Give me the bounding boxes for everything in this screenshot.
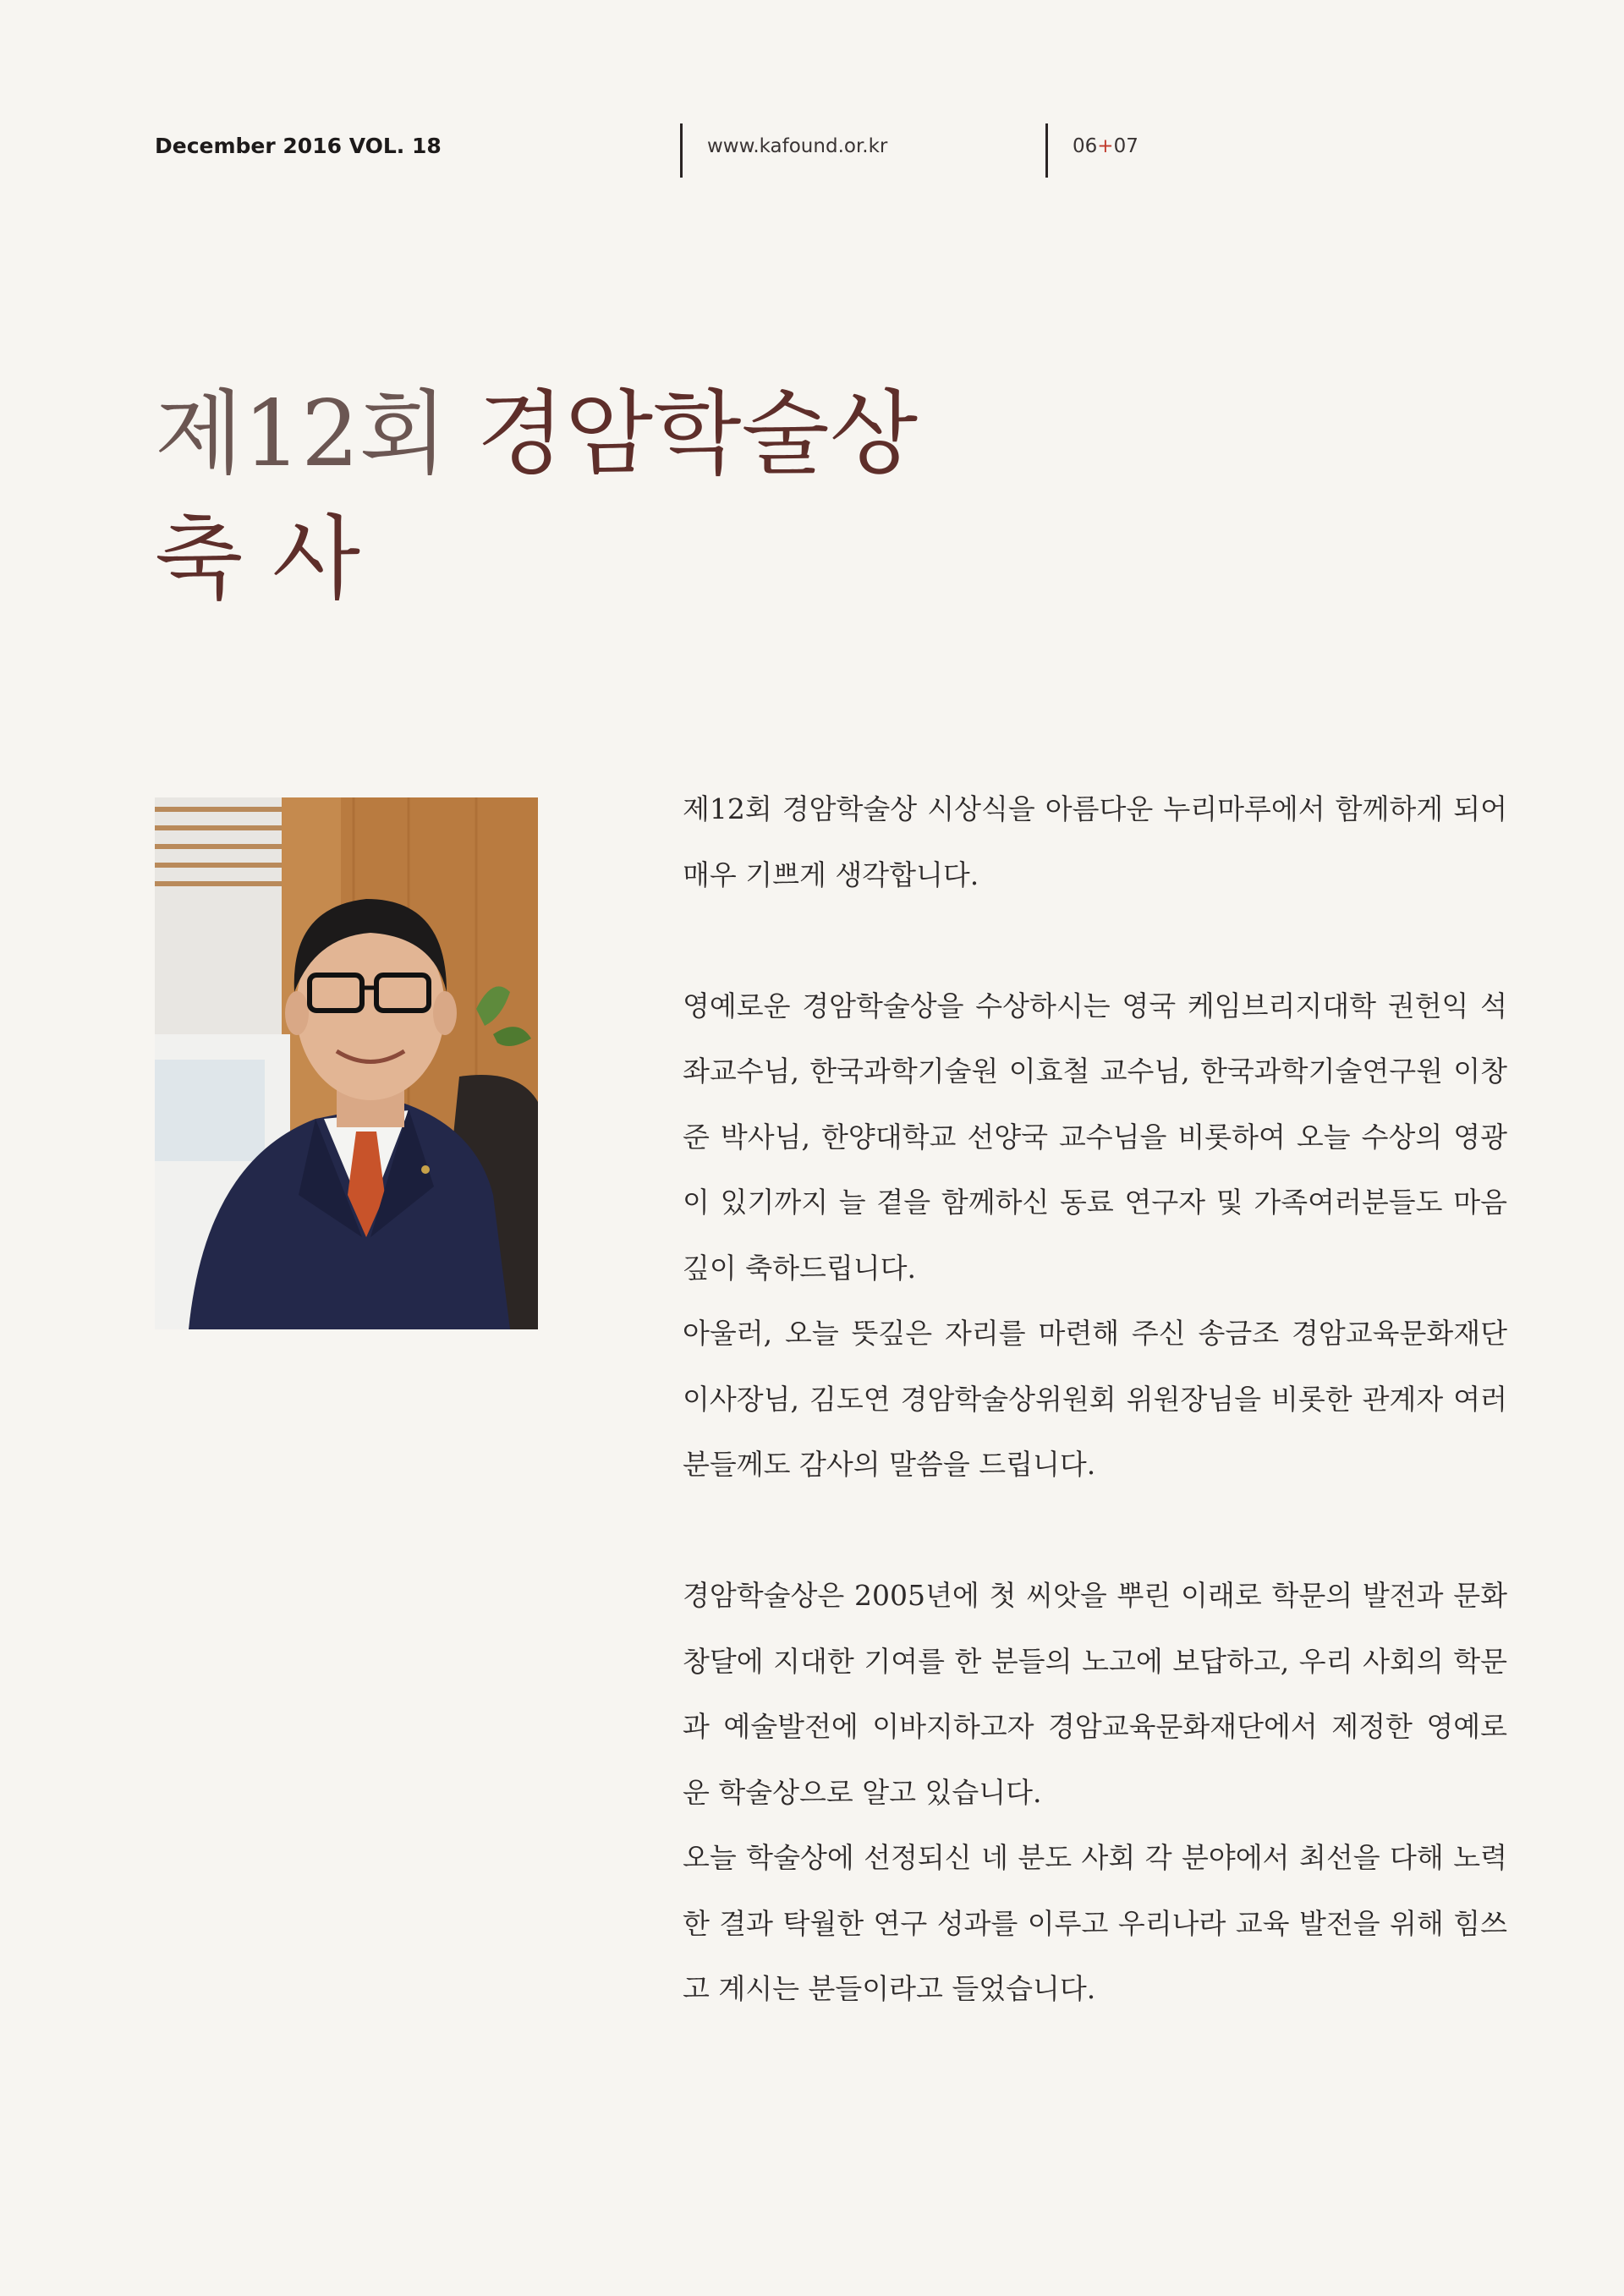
page-left: 06 — [1073, 135, 1098, 157]
portrait-photo — [155, 797, 538, 1329]
body-paragraph: 아울러, 오늘 뜻깊은 자리를 마련해 주신 송금조 경암교육문화재단 이사장님, 김도연 경암학술상위원회 위원장님을 비롯한 관계자 여러분들께도 감사의 말씀을 드립니다. — [683, 1317, 1507, 1481]
body-paragraph: 오늘 학술상에 선정되신 네 분도 사회 각 분야에서 최선을 다해 노력한 결과 탁월한 연구 성과를 이루고 우리나라 교육 발전을 위해 힘쓰고 계시는 분들이라고 들었습니다. — [683, 1841, 1507, 2005]
body-paragraph: 경암학술상은 2005년에 첫 씨앗을 뿌린 이래로 학문의 발전과 문화 창달에 지대한 기여를 한 분들의 노고에 보답하고, 우리 사회의 학문과 예술발전에 이바지하고자 경암교육문화재단에서 제정한 영예로운 학술상으로 알고 있습니다. — [683, 1579, 1507, 1809]
page-numbers — [1073, 135, 1138, 157]
title-part-2: 경암학술상 — [476, 381, 919, 487]
title-part-1: 제12회 — [155, 381, 448, 487]
issue-label: December 2016 VOL. 18 — [155, 134, 442, 158]
page-title — [155, 372, 918, 622]
article-body — [683, 776, 1507, 2022]
body-paragraph: 영예로운 경암학술상을 수상하시는 영국 케임브리지대학 권헌익 석좌교수님, 한국과학기술원 이효철 교수님, 한국과학기술연구원 이창준 박사님, 한양대학교 선양국 교수님을 비롯하여 오늘 수상의 영광이 있기까지 늘 곁을 함께하신 동료 연구자 및 가족여러분들도 마음깊이 축하드립니다. — [683, 989, 1507, 1285]
header-divider — [680, 123, 683, 178]
paragraph-spacer — [683, 1498, 1507, 1564]
header-divider — [1045, 123, 1048, 178]
page-plus: + — [1097, 135, 1114, 157]
title-line-1 — [155, 372, 918, 497]
title-line-2: 축 사 — [155, 507, 360, 612]
page-right: 07 — [1113, 135, 1138, 157]
website-url[interactable]: www.kafound.or.kr — [707, 135, 888, 157]
paragraph-spacer — [683, 907, 1507, 973]
body-paragraph: 제12회 경암학술상 시상식을 아름다운 누리마루에서 함께하게 되어 매우 기쁘게 생각합니다. — [683, 792, 1507, 891]
